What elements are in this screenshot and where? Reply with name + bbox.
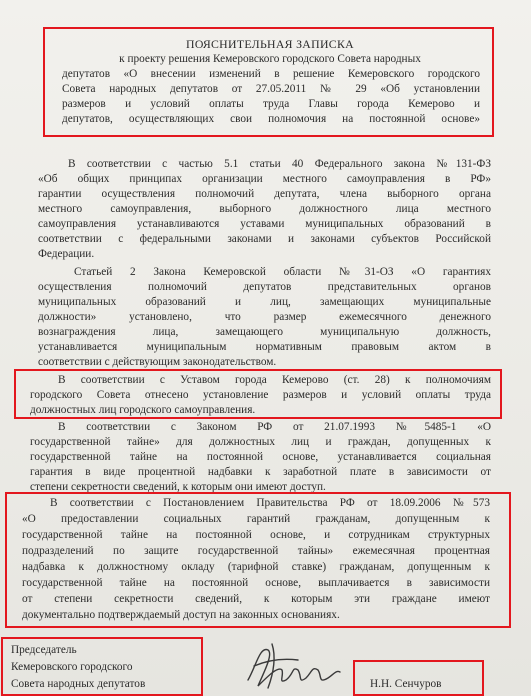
paragraph-line: городского Совета отнесено установление размеров и условий оплаты труда xyxy=(30,389,491,401)
paragraph-line: самоуправления устанавливаются уставами муниципальных образований в xyxy=(38,218,491,230)
paragraph-line: вознаграждения лица, замещающего муниципальную должность, xyxy=(38,326,491,338)
header-line: Совета народных депутатов от 27.05.2011 № 29 «Об установлении xyxy=(62,83,480,95)
signer-position-line: Кемеровского городского xyxy=(11,661,133,673)
header-line: депутатов «О внесении изменений в решение Кемеровского городского xyxy=(62,68,480,80)
signer-name: Н.Н. Сенчуров xyxy=(370,678,442,690)
paragraph-line: степени секретности сведений, к которым они имеют доступ. xyxy=(30,481,326,493)
paragraph-line: государственной тайне на постоянной основе, устанавливается социальная xyxy=(30,451,491,463)
paragraph-line: Статьей 2 Закона Кемеровской области №31-ОЗ «О гарантиях xyxy=(74,266,491,278)
signer-position-line: Совета народных депутатов xyxy=(11,678,146,690)
handwritten-signature xyxy=(238,636,346,694)
paragraph-line: государственной тайне на постоянной основе, и сотрудникам структурных xyxy=(22,529,490,541)
paragraph-line: В соответствии с частью 5.1 статьи 40 Федерального закона №131-ФЗ xyxy=(68,158,491,170)
paragraph-line: гарантии осуществления полномочий депутата, члена выборного органа xyxy=(38,188,491,200)
paragraph-line: должности» установлено, что размер ежемесячного денежного xyxy=(38,311,491,323)
paragraph-line: муниципальных образований и лиц, замещающих муниципальные xyxy=(38,296,491,308)
paragraph-line: надбавка к должностному окладу (тарифной ставке) гражданам, допущенным к xyxy=(22,561,490,573)
paragraph-line: гарантия в виде процентной надбавки к заработной плате в зависимости от xyxy=(30,466,491,478)
paragraph-line: от степени секретности сведений, к которым эти граждане имеют xyxy=(22,593,490,605)
paragraph-line: В соответствии с Законом РФ от 21.07.1993 №5485-1 «О xyxy=(58,421,491,433)
header-line: депутатов, осуществляющих свои полномочия на постоянной основе» xyxy=(62,113,480,125)
paragraph-line: государственной тайне» для должностных лиц и граждан, допущенных к xyxy=(30,436,491,448)
paragraph-line: подразделений по защите государственной тайны» ежемесячная процентная xyxy=(22,545,490,557)
paragraph-line: устанавливается муниципальным нормативным правовым актом в xyxy=(38,341,491,353)
paragraph-line: «Об общих принципах организации местного самоуправления в РФ» xyxy=(38,173,491,185)
document-title: ПОЯСНИТЕЛЬНАЯ ЗАПИСКА xyxy=(186,37,354,51)
paragraph-line: В соответствии с Уставом города Кемерово (ст. 28) к полномочиям xyxy=(58,374,491,386)
paragraph-line: соответствии с федеральными законами и законами субъектов Российской xyxy=(38,233,491,245)
paragraph-line: соответствии с действующим законодательством. xyxy=(38,356,277,368)
paragraph-line: В соответствии с Постановлением Правительства РФ от 18.09.2006 №573 xyxy=(50,497,490,509)
paragraph-line: государственной тайне на постоянной основе, выплачивается в зависимости xyxy=(22,577,490,589)
header-line: размеров и условий оплаты труда Главы города Кемерово и xyxy=(62,98,480,110)
paragraph-line: «О предоставлении социальных гарантий гражданам, допущенным к xyxy=(22,513,490,525)
paragraph-line: должностных лиц городского самоуправления. xyxy=(30,404,256,416)
header-line: к проекту решения Кемеровского городского Совета народных xyxy=(119,53,421,65)
paragraph-line: документально подтверждаемый доступ на законных основаниях. xyxy=(22,609,340,621)
signer-position-line: Председатель xyxy=(11,644,77,656)
paragraph-line: осуществления полномочий депутатов представительных органов xyxy=(38,281,491,293)
paragraph-line: Федерации. xyxy=(38,248,95,260)
paragraph-line: местного самоуправления, выборного должностного лица местного xyxy=(38,203,491,215)
